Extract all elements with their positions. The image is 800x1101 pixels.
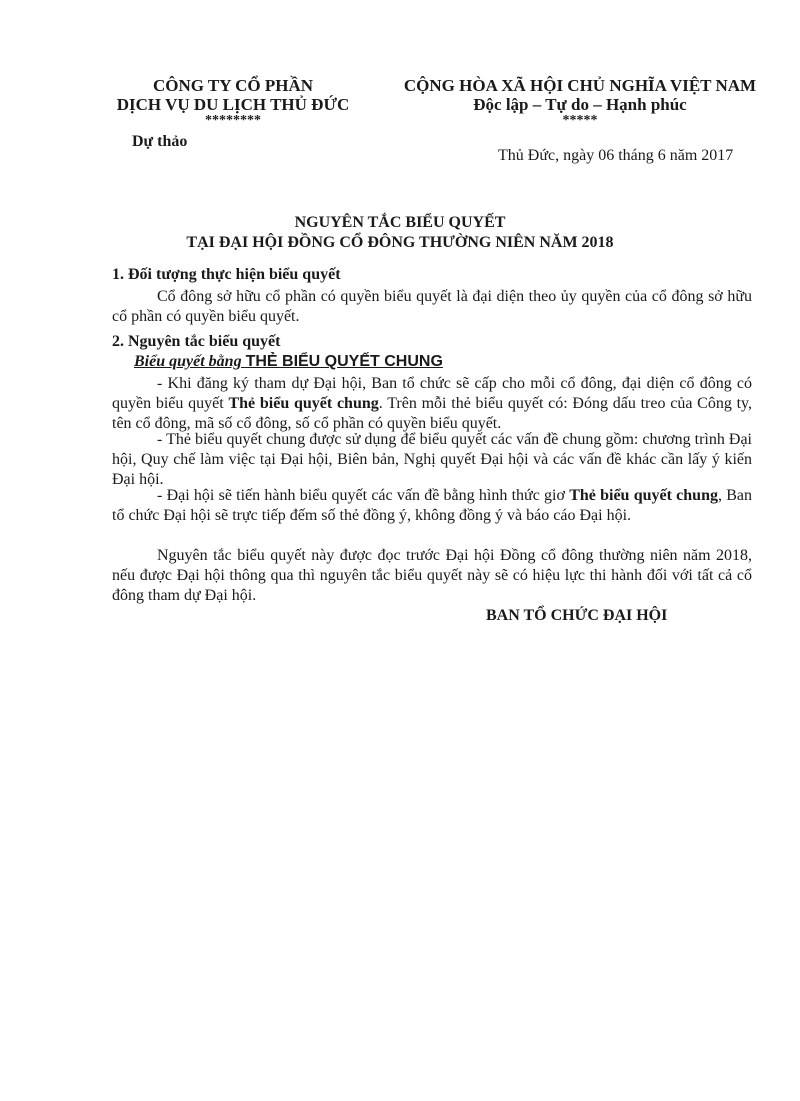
draft-label: Dự thảo xyxy=(132,133,188,150)
section1-paragraph: Cổ đông sở hữu cổ phần có quyền biểu quyết là đại diện theo ủy quyền của cổ đông sở hữu cổ phần có quyền biểu quyết. xyxy=(112,288,752,325)
bullet1-text-b: . Trên mỗi thẻ biểu quyết có: Đóng dấu treo của Công ty, tên cổ đông, mã số cổ đông, số cổ phần có quyền biểu quyết. xyxy=(112,395,752,432)
place-date: Thủ Đức, ngày 06 tháng 6 năm 2017 xyxy=(498,147,734,164)
bullet1-bold: Thẻ biểu quyết chung xyxy=(228,395,379,412)
subheading-bold: THẺ BIỂU QUYẾT CHUNG xyxy=(245,353,443,370)
bullet-usage: - Thẻ biểu quyết chung được sử dụng để biểu quyết các vấn đề chung gồm: chương trình Đại hội, Quy chế làm việc tại Đại hội, Biên bản, Nghị quyết Đại hội và các vấn đề khác cần lấy ý kiến Đại hội. xyxy=(112,431,752,488)
bullet3-text-b: , Ban tổ chức Đại hội sẽ trực tiếp đếm số thẻ đồng ý, không đồng ý và báo cáo Đại hội. xyxy=(112,487,752,524)
closing-paragraph: Nguyên tắc biểu quyết này được đọc trước Đại hội Đồng cổ đông thường niên năm 2018, nếu được Đại hội thông qua thì nguyên tắc biểu quyết này sẽ có hiệu lực thi hành đối với tất cả cổ đông tham dự Đại hội. xyxy=(112,547,752,604)
section2-heading: 2. Nguyên tắc biểu quyết xyxy=(112,333,281,350)
organizing-committee-signature: BAN TỔ CHỨC ĐẠI HỘI xyxy=(486,607,668,624)
bullet3-text-a: - Đại hội sẽ tiến hành biểu quyết các vấn đề bằng hình thức giơ xyxy=(157,487,570,504)
company-name-block xyxy=(88,76,378,128)
republic-heading-block xyxy=(380,76,780,128)
bullet3-bold: Thẻ biểu quyết chung xyxy=(569,487,718,504)
republic-name: CỘNG HÒA XÃ HỘI CHỦ NGHĨA VIỆT NAM xyxy=(403,76,757,95)
bullet-voting-method xyxy=(112,486,752,526)
title-line1: NGUYÊN TẮC BIỂU QUYẾT xyxy=(294,214,506,231)
republic-motto: Độc lập – Tự do – Hạnh phúc xyxy=(473,95,687,114)
bullet1-text-a: - Khi đăng ký tham dự Đại hội, Ban tổ chức sẽ cấp cho mỗi cổ đông, đại diện cổ đông có quyền biểu quyết xyxy=(112,375,752,412)
bullet-registration xyxy=(112,374,752,434)
company-name-line2: DỊCH VỤ DU LỊCH THỦ ĐỨC xyxy=(116,95,350,114)
company-name-line1: CÔNG TY CỔ PHẦN xyxy=(152,76,314,95)
section1-heading: 1. Đối tượng thực hiện biểu quyết xyxy=(112,266,341,283)
document-title xyxy=(100,213,700,253)
republic-stars: ***** xyxy=(562,113,598,128)
subheading-prefix: Biểu quyết bằng xyxy=(134,353,246,370)
section2-subheading xyxy=(134,352,443,372)
title-line2: TẠI ĐẠI HỘI ĐỒNG CỔ ĐÔNG THƯỜNG NIÊN NĂM 2018 xyxy=(186,234,614,251)
company-stars: ******** xyxy=(205,113,261,128)
